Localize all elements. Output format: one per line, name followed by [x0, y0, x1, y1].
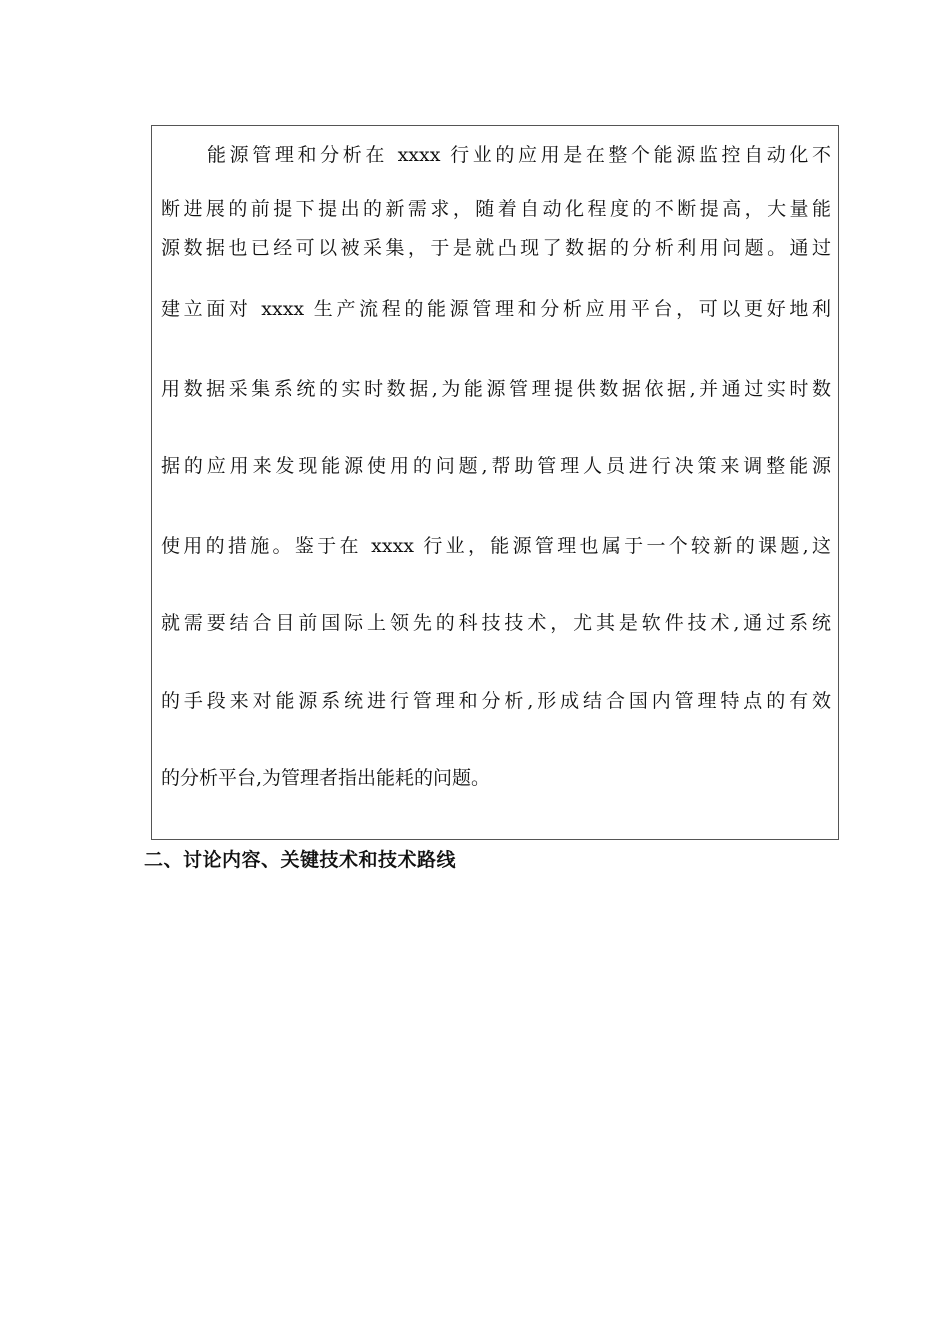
paragraph-line-2: 断进展的前提下提出的新需求，随着自动化程度的不断提高，大量能 [161, 198, 831, 220]
section-heading: 二、讨论内容、关键技术和技术路线 [144, 849, 457, 871]
paragraph-line-4: 建立面对 xxxx 生产流程的能源管理和分析应用平台，可以更好地利 [161, 298, 831, 320]
paragraph-line-7: 使用的措施。鉴于在 xxxx 行业，能源管理也属于一个较新的课题,这 [161, 535, 831, 557]
paragraph-line-1: 能源管理和分析在 xxxx 行业的应用是在整个能源监控自动化不 [207, 144, 831, 166]
paragraph-line-10: 的分析平台,为管理者指出能耗的问题。 [161, 767, 491, 789]
paragraph-line-9: 的手段来对能源系统进行管理和分析,形成结合国内管理特点的有效 [161, 690, 831, 712]
paragraph-line-8: 就需要结合目前国际上领先的科技技术，尤其是软件技术,通过系统 [161, 612, 831, 634]
paragraph-line-5: 用数据采集系统的实时数据,为能源管理提供数据依据,并通过实时数 [161, 378, 831, 400]
paragraph-line-6: 据的应用来发现能源使用的问题,帮助管理人员进行决策来调整能源 [161, 455, 831, 477]
paragraph-line-3: 源数据也已经可以被采集，于是就凸现了数据的分析利用问题。通过 [161, 237, 831, 259]
text-box [151, 125, 839, 840]
